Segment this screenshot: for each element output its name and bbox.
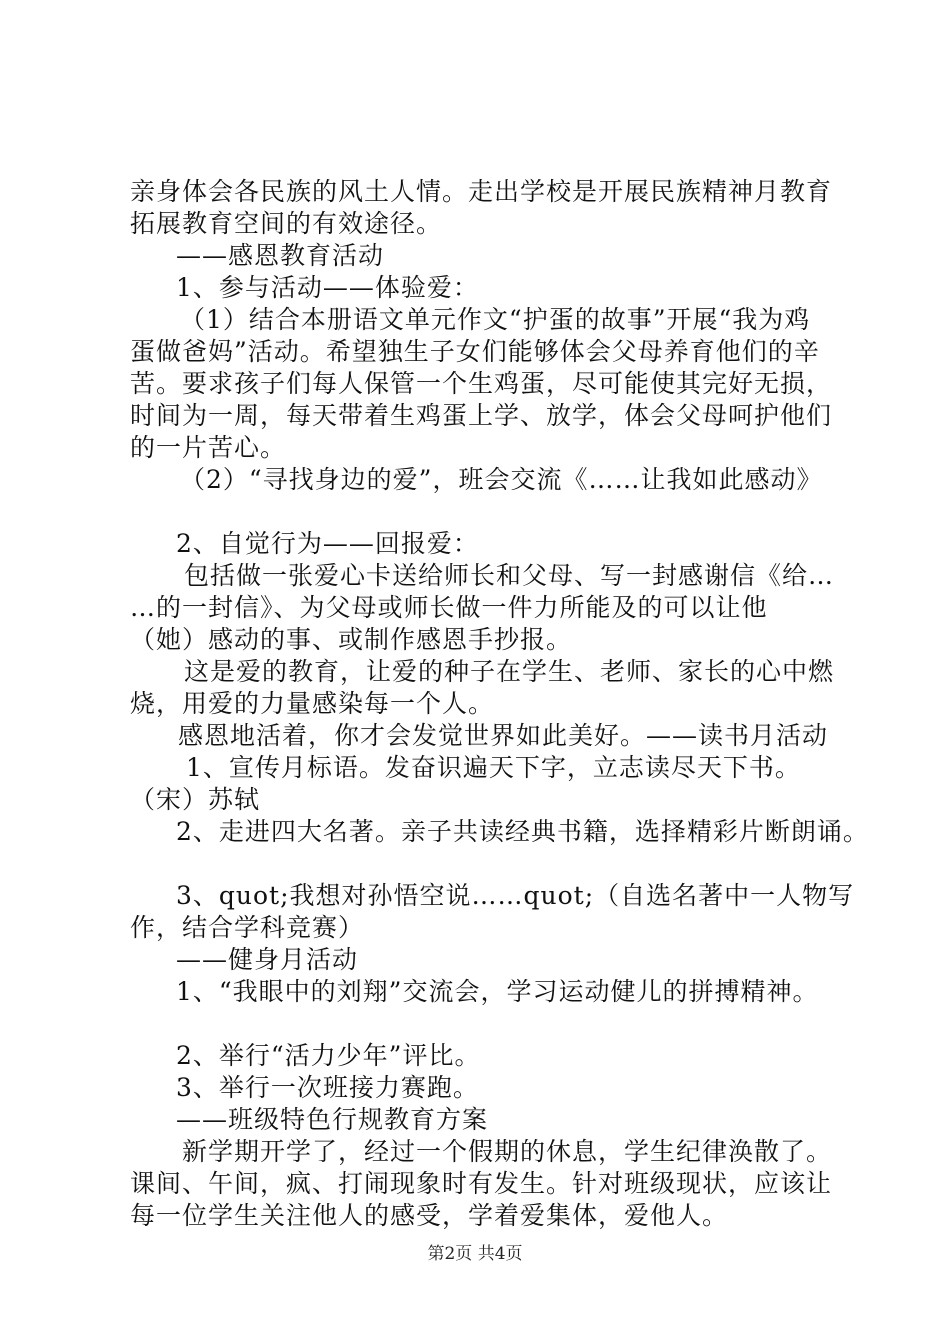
section-heading: ——感恩教育活动 [176, 241, 385, 270]
body-text-line: 作，结合学科竞赛） [130, 913, 365, 942]
body-text-line: 苦。要求孩子们每人保管一个生鸡蛋，尽可能使其完好无损， [130, 369, 833, 398]
body-text-line: 时间为一周，每天带着生鸡蛋上学、放学，体会父母呵护他们 [130, 401, 833, 430]
section-heading: ——健身月活动 [176, 945, 359, 974]
body-text-line: （1）结合本册语文单元作文“护蛋的故事”开展“我为鸡 [180, 305, 811, 334]
body-text-line: 拓展教育空间的有效途径。 [130, 209, 443, 238]
body-text-line: 烧，用爱的力量感染每一个人。 [130, 689, 495, 718]
body-text-line: （她）感动的事、或制作感恩手抄报。 [130, 625, 573, 654]
body-text-line: 3、举行一次班接力赛跑。 [176, 1073, 479, 1102]
body-text-line: 每一位学生关注他人的感受，学着爱集体，爱他人。 [130, 1201, 729, 1230]
body-text-line: 的一片苦心。 [130, 433, 287, 462]
sub-heading: 2、自觉行为——回报爱： [176, 529, 479, 558]
body-text-line: 2、举行“活力少年”评比。 [176, 1041, 481, 1070]
body-text-line: 蛋做爸妈”活动。希望独生子女们能够体会父母养育他们的辛 [130, 337, 820, 366]
body-text-line: 1、宣传月标语。发奋识遍天下字，立志读尽天下书。 [186, 753, 801, 782]
body-text-line: 包括做一张爱心卡送给师长和父母、写一封感谢信《给… [184, 561, 835, 590]
sub-heading: 1、参与活动——体验爱： [176, 273, 479, 302]
body-text-line: 课间、午间，疯、打闹现象时有发生。针对班级现状，应该让 [130, 1169, 833, 1198]
body-text-line: 2、走进四大名著。亲子共读经典书籍，选择精彩片断朗诵。 [176, 817, 869, 846]
body-text-line: （2）“寻找身边的爱”，班会交流《……让我如此感动》 [180, 465, 823, 494]
body-text-line: （宋）苏轼 [130, 785, 261, 814]
body-text-line: 感恩地活着，你才会发觉世界如此美好。——读书月活动 [178, 721, 829, 750]
body-text-line: 这是爱的教育，让爱的种子在学生、老师、家长的心中燃 [184, 657, 835, 686]
section-heading: ——班级特色行规教育方案 [176, 1105, 489, 1134]
body-text-line: 1、“我眼中的刘翔”交流会，学习运动健儿的拼搏精神。 [176, 977, 819, 1006]
body-text-line: 新学期开学了，经过一个假期的休息，学生纪律涣散了。 [182, 1137, 833, 1166]
body-text-line: 3、quot;我想对孙悟空说……quot;（自选名著中一人物写 [176, 881, 855, 910]
page-number-footer: 第2页 共4页 [427, 1244, 523, 1264]
body-text-line: 亲身体会各民族的风土人情。走出学校是开展民族精神月教育 [130, 177, 833, 206]
body-text-line: …的一封信》、为父母或师长做一件力所能及的可以让他 [130, 593, 768, 622]
